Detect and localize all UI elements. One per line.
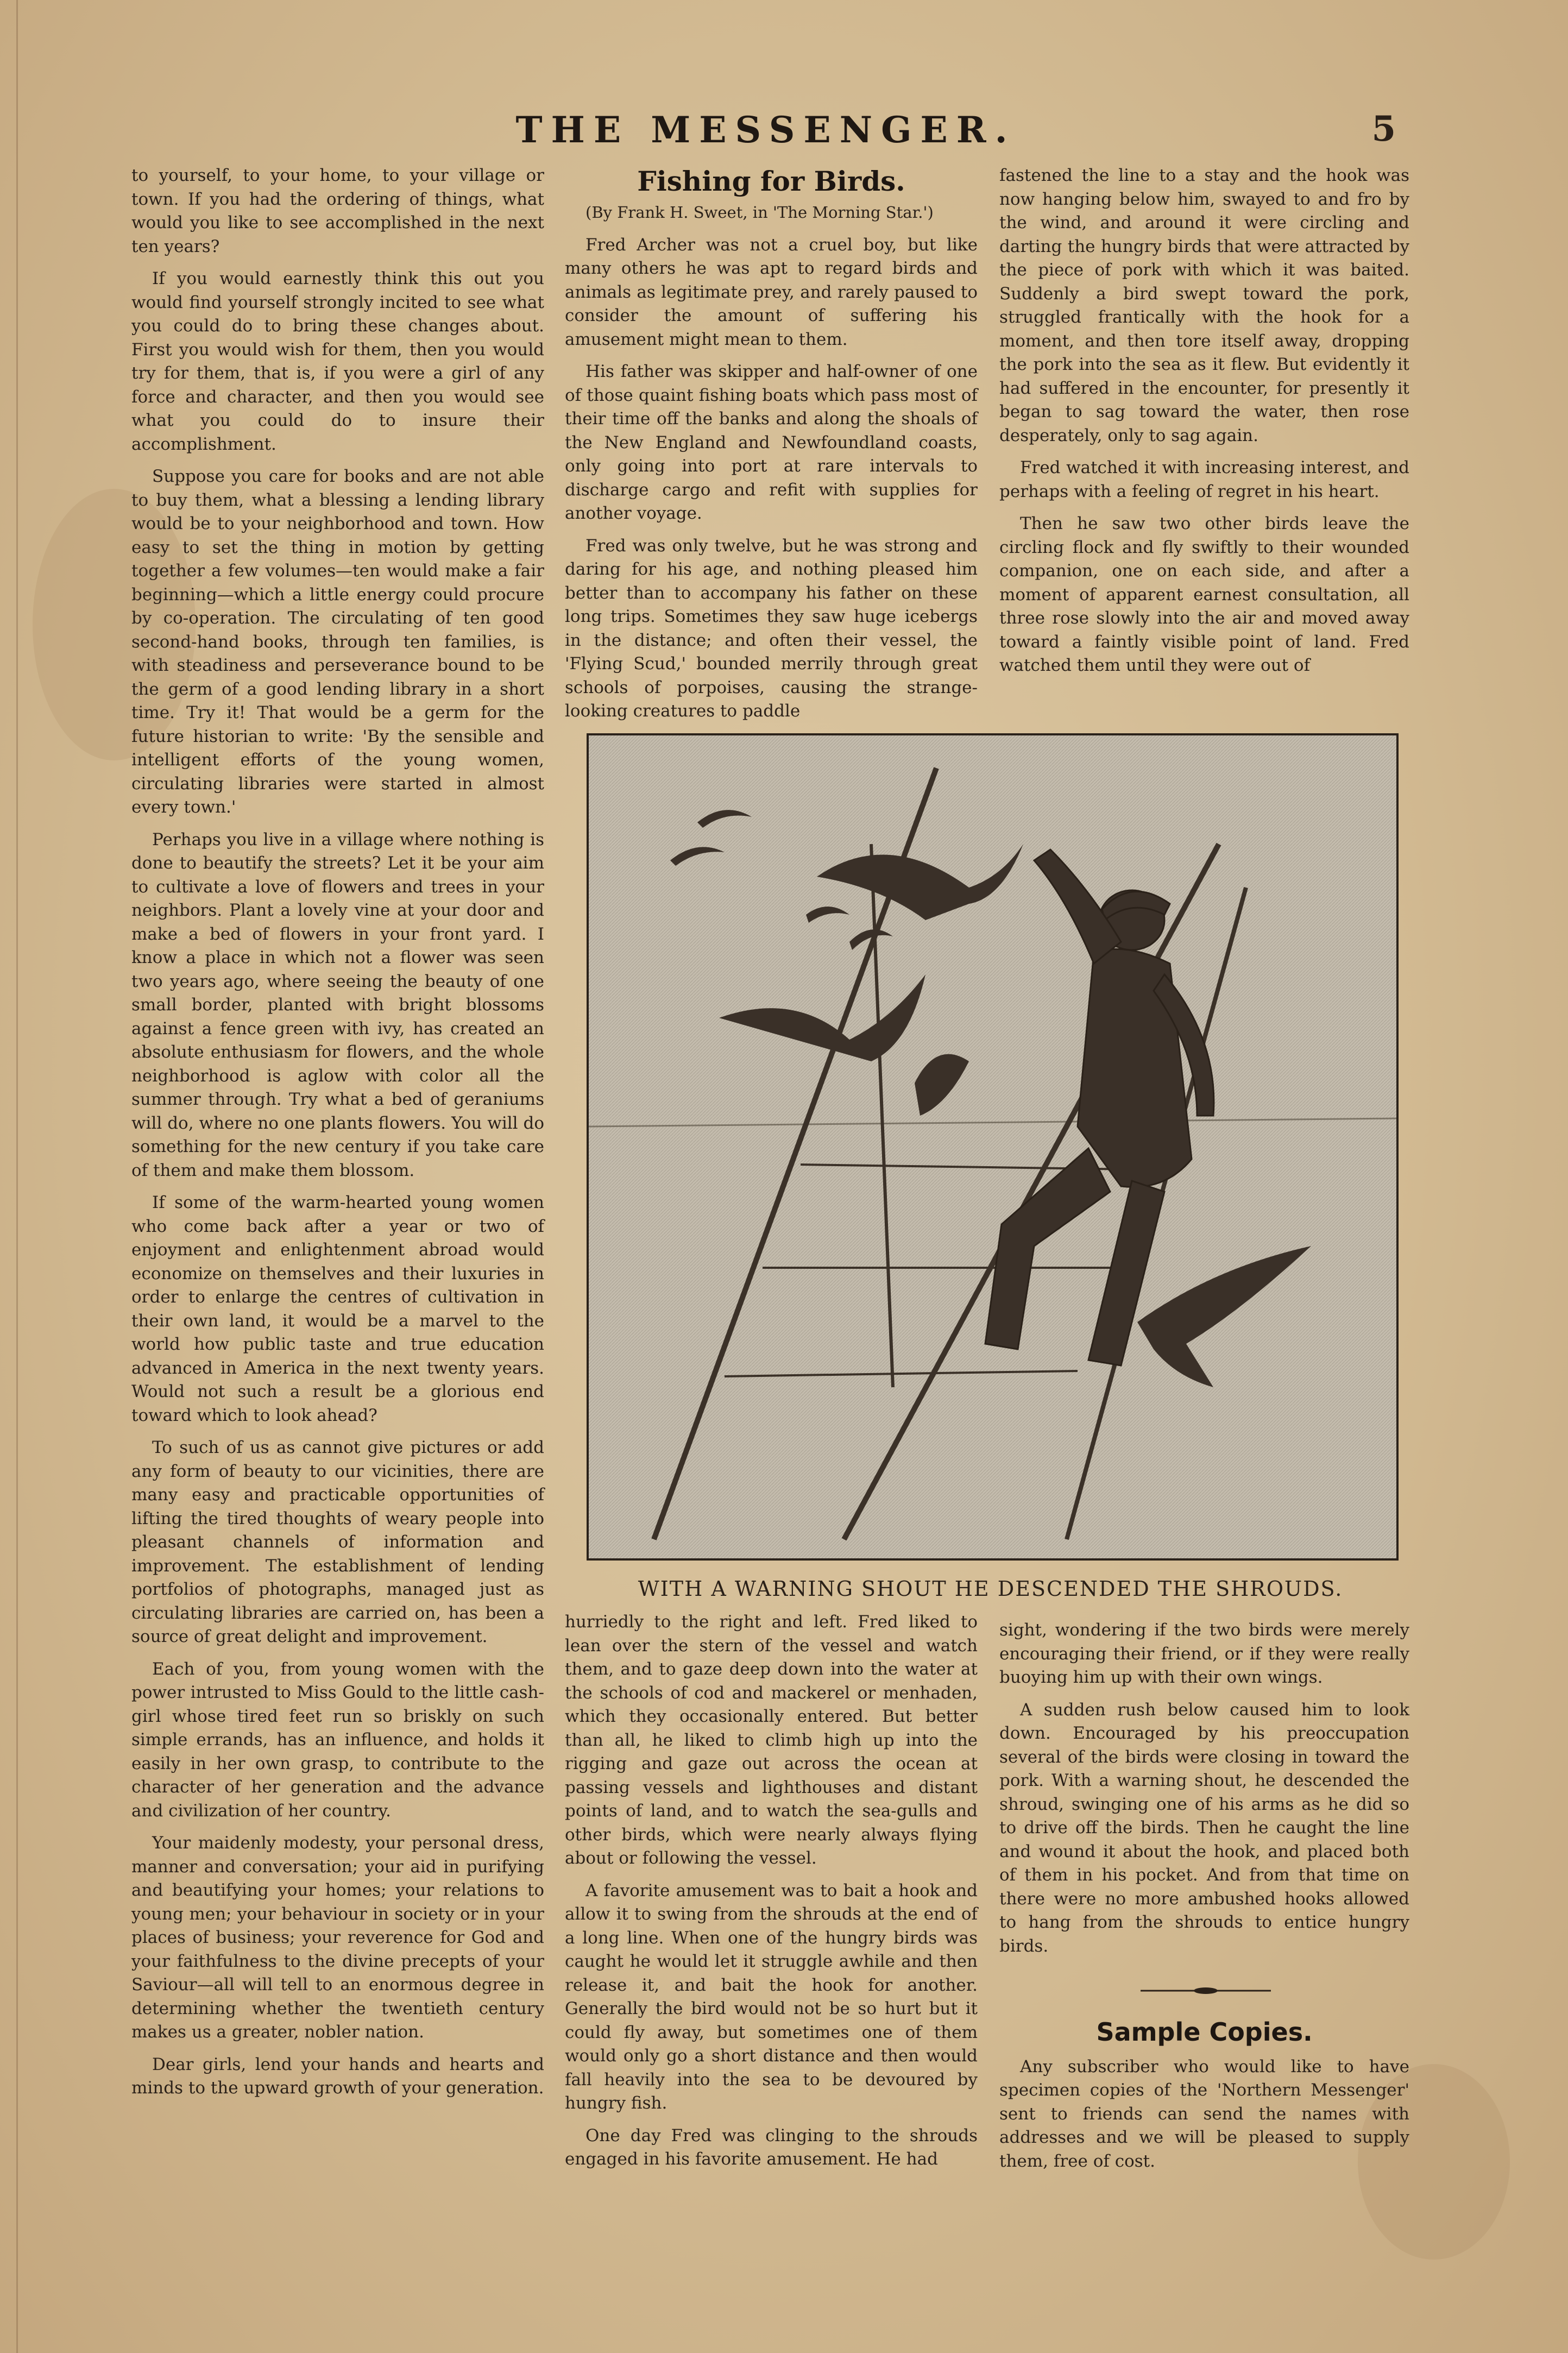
paragraph: fastened the line to a stay and the hook was now hanging below him, swayed to and fro by the wind, and around it were circling and darting the hungry birds that were attracted by the piece of pork with which it was baited. Suddenly a bird swept toward the pork, struggled frantically with the hook for a moment, and then tore itself away, dropping the pork into the sea as it flew. But evidently it had suffered in the encounter, for presently it began to sag toward the water, then rose desperately, only to sag again. — [999, 166, 1409, 445]
paragraph: One day Fred was clinging to the shrouds engaged in his favorite amusement. He had — [565, 2125, 978, 2169]
paragraph: Any subscriber who would like to have specimen copies of the 'Northern Messenger' sent to friends can send the names with addresses and we will be pleased to supply them, free of cost. — [999, 2056, 1409, 2171]
article-byline: (By Frank H. Sweet, in 'The Morning Star.') — [585, 203, 934, 222]
sample-copies-title: Sample Copies. — [1096, 2017, 1313, 2047]
paragraph: To such of us as cannot give pictures or add any form of beauty to our vicinities, there are many easy and practicable opportunities of lifting the tired thoughts of weary people into pleasant channels of information and improvement. The establishment of lending portfolios of photographs, managed just as circulating libraries are carried on, has been a source of great delight and improvement. — [131, 1438, 544, 1646]
paragraph: Then he saw two other birds leave the circling flock and fly swiftly to their wounded companion, one on each side, and after a moment of apparent earnest consultation, all three rose slowly into the air and moved away toward a faintly visible point of land. Fred watched them until they were out of — [999, 514, 1409, 675]
paragraph: Fred was only twelve, but he was strong and daring for his age, and nothing pleased him better than to accompany his father on these long trips. Sometimes they saw huge icebergs in the distance; and often their vessel, the 'Flying Scud,' bounded merrily through great schools of porpoises, causing the strange-looking creatures to paddle — [565, 536, 978, 721]
column-middle-top — [565, 163, 978, 732]
paragraph: If some of the warm-hearted young women who come back after a year or two of enjoyment and enlightenment abroad would economize on themselves and their luxuries in order to enlarge the centres of cultivation in their own land, it would be a marvel to the world how public taste and true education advanced in America in the next twenty years. Would not such a result be a glorious end toward which to look ahead? — [131, 1193, 544, 1425]
paragraph: Your maidenly modesty, your personal dress, manner and conversation; your aid in purifying and beautifying your homes; your relations to young men; your behaviour in society or in your places of business; your reverence for God and your faithfulness to the divine precepts of your Saviour—all will tell to an enormous degree in determining whether the twentieth century makes us a greater, nobler nation. — [131, 1833, 544, 2042]
paragraph: A sudden rush below caused him to look down. Encouraged by his preoccupation several of the birds were closing in toward the pork. With a warning shout, he descended the shroud, swinging one of his arms as he did so to drive off the birds. Then he caught the line and wound it about the hook, and placed both of them in his pocket. And from that time on there were no more ambushed hooks allowed to hang from the shrouds to entice hungry birds. — [999, 1700, 1409, 1956]
page-number: 5 — [1371, 109, 1396, 149]
paragraph: A favorite amusement was to bait a hook and allow it to swing from the shrouds at the end of a long line. When one of the hungry birds was caught he would let it struggle awhile and then release it, and bait the hook for another. Generally the bird would not be so hurt but it could fly away, but sometimes one of them would only go a short distance and then would fall heavily into the sea to be devoured by hungry fish. — [565, 1880, 978, 2113]
paragraph: Fred Archer was not a cruel boy, but like many others he was apt to regard birds and animals as legitimate prey, and rarely paused to consider the amount of suffering his amusement might mean to them. — [565, 235, 978, 349]
paragraph: Each of you, from young women with the power intrusted to Miss Gould to the little cash-girl whose tired feet run so briskly on such simple errands, has an influence, and holds it easily in her own grasp, to contribute to the character of her generation and the advance and civilization of her country. — [131, 1659, 544, 1821]
paragraph: Suppose you care for books and are not able to buy them, what a blessing a lending library would be to your neighborhood and town. How easy to set the thing in motion by getting together a few volumes—ten would make a fair beginning—which a little energy could procure by co-operation. The circulating of ten good second-hand books, through ten families, is with steadiness and perseverance bound to be the germ of a good lending library in a short time. Try it! That would be a germ for the future historian to write: 'By the sensible and intelligent efforts of the young women, circulating libraries were started in almost every town.' — [131, 467, 544, 817]
column-right-bottom — [999, 1619, 1409, 1967]
sample-copies-notice — [999, 2017, 1409, 2182]
paragraph: His father was skipper and half-owner of one of those quaint fishing boats which pass most of their time off the banks and along the shoals of the New England and Newfoundland coasts, only going into port at rare intervals to discharge cargo and refit with supplies for another voyage. — [565, 362, 978, 523]
column-left — [131, 164, 544, 2109]
page-header — [119, 109, 1412, 158]
paragraph: Dear girls, lend your hands and hearts and minds to the upward growth of your generation. — [131, 2054, 544, 2098]
article-title: Fishing for Birds. — [637, 165, 905, 197]
paragraph: hurriedly to the right and left. Fred liked to lean over the stern of the vessel and watch them, and to gaze deep down into the water at the schools of cod and mackerel or menhaden, which they occasionally entered. But better than all, he liked to climb high up into the rigging and gaze out across the ocean at passing vessels and lighthouses and distant points of land, and to watch the sea-gulls and other birds, which were nearly always flying about or following the vessel. — [565, 1612, 978, 1868]
paragraph: sight, wondering if the two birds were merely encouraging their friend, or if they were really buoying him up with their own wings. — [999, 1620, 1409, 1687]
column-middle-bottom — [565, 1610, 978, 2180]
paragraph: to yourself, to your home, to your village or town. If you had the ordering of things, what would you like to see accomplished in the next ten years? — [131, 166, 544, 256]
illustration-drawing — [589, 735, 1396, 1558]
paragraph: Perhaps you live in a village where nothing is done to beautify the streets? Let it be your aim to cultivate a love of flowers and trees in your neighbors. Plant a lovely vine at your door and make a bed of flowers in your front yard. I know a place in which not a flower was seen two years ago, where seeing the beauty of one small border, planted with bright blossoms against a fence green with ivy, has created an absolute enthusiasm for flowers, and the whole neighborhood is aglow with color all the summer through. Try what a bed of geraniums will do, where no one plants flowers. You will do something for the new century if you take care of them and make them blossom. — [131, 829, 544, 1180]
paragraph: If you would earnestly think this out you would find yourself strongly incited to see what you could do to bring these changes about. First you would wish for them, then you would try for them, that is, if you were a girl of any force and character, and then you would see what you could do to insure their accomplishment. — [131, 269, 544, 454]
paragraph: Fred watched it with increasing interest, and perhaps with a feeling of regret in his heart. — [999, 458, 1409, 501]
illustration-caption: WITH A WARNING SHOUT HE DESCENDED THE SHROUDS. — [638, 1577, 1343, 1601]
illustration-boy-on-shrouds — [587, 733, 1399, 1561]
section-divider — [1135, 1983, 1276, 1999]
page-edge — [16, 0, 18, 2353]
column-right-top — [999, 164, 1409, 687]
masthead-title: THE MESSENGER. — [515, 109, 1016, 151]
